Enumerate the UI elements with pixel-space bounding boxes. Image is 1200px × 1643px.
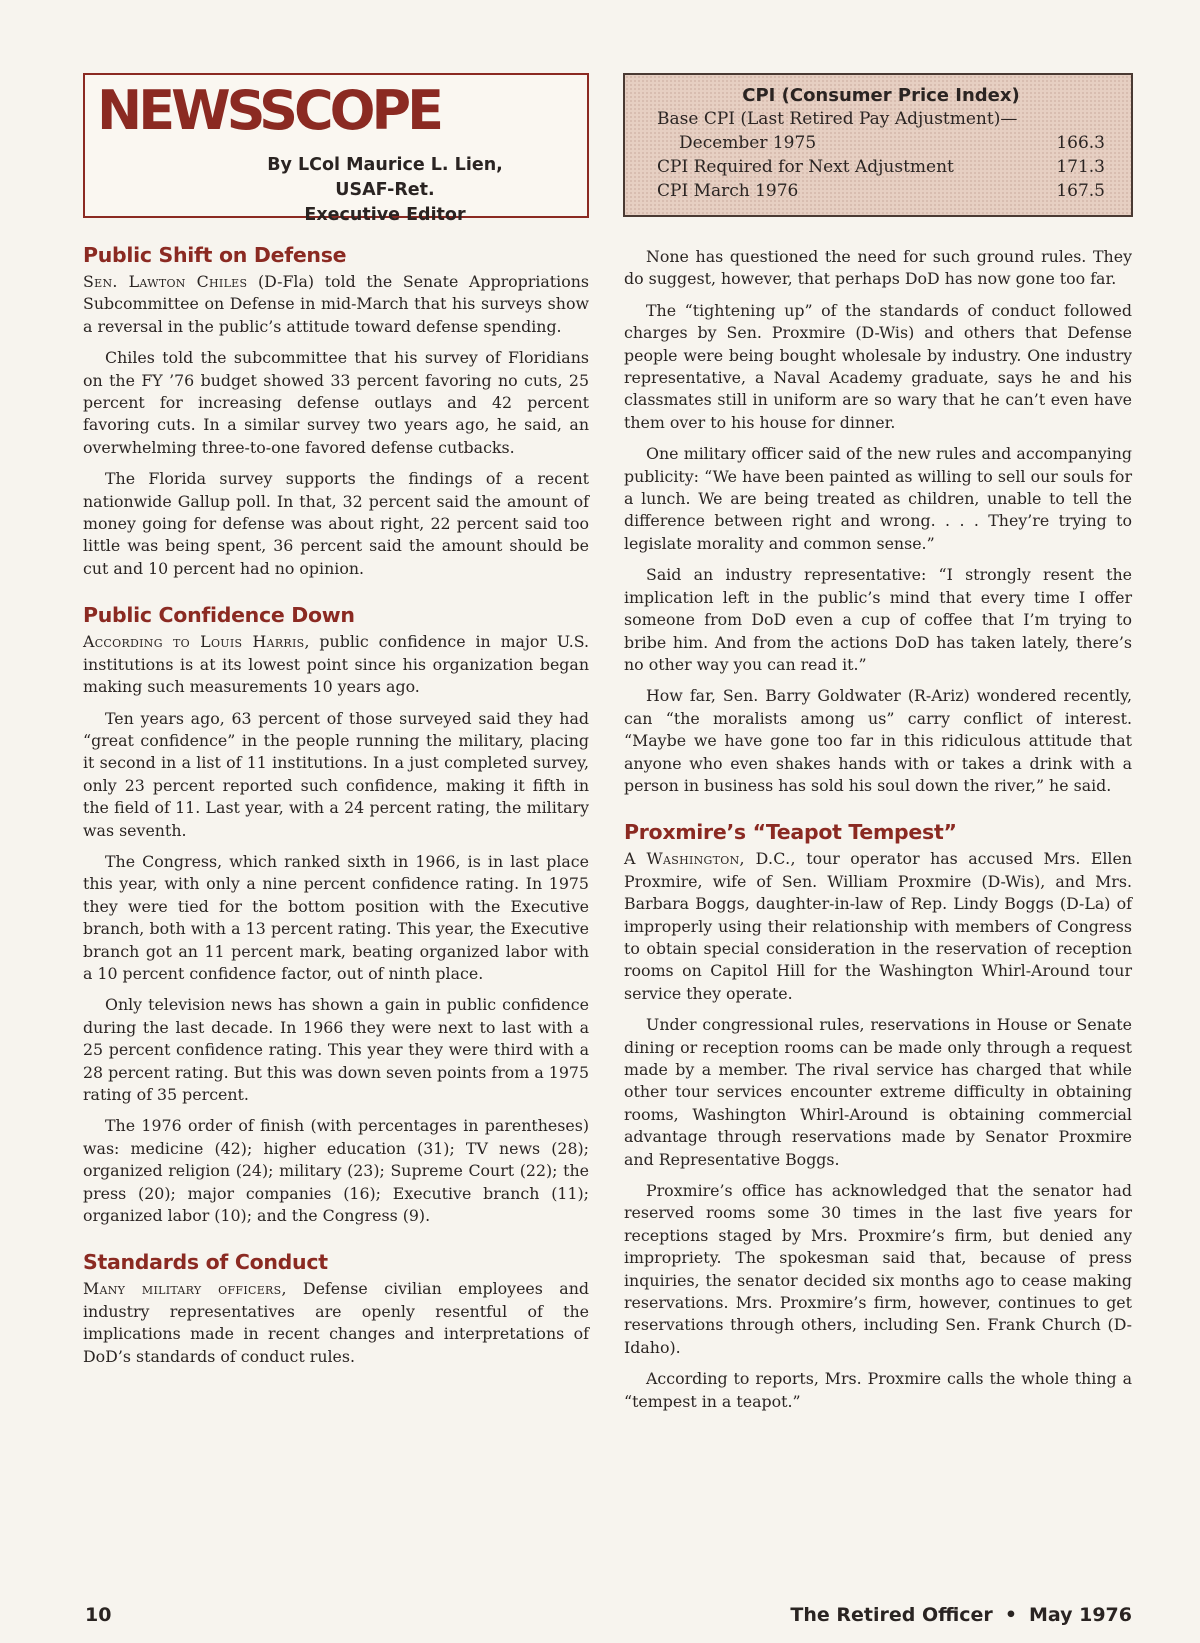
section-heading: Proxmire’s “Teapot Tempest” (624, 820, 957, 845)
cpi-value: 167.5 (1056, 181, 1105, 201)
cpi-title: CPI (Consumer Price Index) (742, 85, 1020, 106)
cpi-label: Base CPI (Last Retired Pay Adjustment)— (657, 109, 1018, 129)
article-paragraph: Chiles told the subcommittee that his survey of Floridians on the FY ’76 budget showed 33 percent favoring no cuts, 25 percent for increasing defense outlays and 42 percent favoring cuts. In a similar survey two years ago, he said, an overwhelming three-to-one favored defense cutbacks. (83, 348, 589, 457)
cpi-label: CPI March 1976 (657, 181, 799, 201)
lead-in: According to Louis Harris (83, 632, 305, 652)
page-number: 10 (85, 1604, 112, 1626)
byline (235, 153, 535, 228)
byline-author: By LCol Maurice L. Lien, USAF-Ret. (267, 155, 503, 200)
left-column (83, 242, 589, 1390)
article-paragraph: Ten years ago, 63 percent of those surveyed said they had “great confidence” in the people running the military, placing it second in a list of 11 institutions. In a just completed survey, only 23 percent reported such confidence, making it fifth in the field of 11. Last year, with a 24 percent rating, the military was seventh. (83, 708, 589, 840)
article-paragraph: One military officer said of the new rules and accompanying publicity: “We have been painted as willing to sell our souls for a lunch. We are being treated as children, unable to tell the difference between right and wrong. . . . They’re trying to legislate morality and common sense.” (624, 444, 1132, 553)
cpi-value: 171.3 (1056, 157, 1105, 177)
cpi-row (657, 179, 1105, 203)
article-paragraph: According to reports, Mrs. Proxmire calls the whole thing a “tempest in a teapot.” (624, 1369, 1132, 1411)
article-paragraph: Only television news has shown a gain in public confidence during the last decade. In 1966 they were next to last with a 25 percent confidence rating. This year they were third with a 28 percent rating. But this was down seven points from a 1975 rating of 35 percent. (83, 995, 589, 1104)
lead-in: A Washington, D.C., (624, 849, 796, 869)
right-column (624, 246, 1132, 1435)
article-paragraph: Proxmire’s office has acknowledged that the senator had reserved rooms some 30 times in the last five years for receptions staged by Mrs. Proxmire’s firm, but denied any impropriety. The spokesman said that, because of press inquiries, the senator decided six months ago to cease making reservations. Mrs. Proxmire’s firm, however, continues to get reservations through others, including Sen. Frank Church (D-Idaho). (624, 1181, 1132, 1357)
article-paragraph: The Congress, which ranked sixth in 1966, is in last place this year, with only a nine percent confidence rating. In 1975 they were tied for the bottom position with the Executive branch, both with a 13 percent rating. This year, the Executive branch got an 11 percent mark, beating organized labor with a 10 percent confidence factor, out of ninth place. (83, 851, 589, 983)
cpi-label: December 1975 (679, 133, 817, 153)
lead-in: Many military officers (83, 1279, 282, 1299)
cpi-label: CPI Required for Next Adjustment (657, 157, 954, 177)
publication-footer (790, 1604, 1132, 1626)
article-paragraph: How far, Sen. Barry Goldwater (R-Ariz) wondered recently, can “the moralists among us” carry conflict of interest. “Maybe we have gone too far in this ridiculous attitude that anyone who even shakes hands with or takes a drink with a person in business has sold his soul down the river,” he said. (624, 686, 1132, 795)
lead-in: Sen. Lawton Chiles (83, 272, 248, 291)
article-paragraph: A Washington, D.C., tour operator has accused Mrs. Ellen Proxmire, wife of Sen. William Proxmire (D-Wis), and Mrs. Barbara Boggs, daughter-in-law of Rep. Lindy Boggs (D-La) of improperly using their relationship with members of Congress to obtain special consideration in the reservation of reception rooms on Capitol Hill for the Washington Whirl-Around tour service they operate. (624, 849, 1132, 1003)
article-paragraph: According to Louis Harris, public confidence in major U.S. institutions is at its lowest point since his organization began making such measurements 10 years ago. (83, 632, 589, 697)
article-standards-of-conduct (83, 1249, 589, 1368)
cpi-value: 166.3 (1056, 133, 1105, 153)
article-teapot-tempest (624, 819, 1132, 1413)
article-paragraph: Under congressional rules, reservations in House or Senate dining or reception rooms can be made only through a request made by a member. The rival service has charged that while other tour services encounter extreme difficulty in obtaining rooms, Washington Whirl-Around is obtaining commercial advantage through reservations made by Senator Proxmire and Representative Boggs. (624, 1015, 1132, 1169)
article-paragraph: None has questioned the need for such ground rules. They do suggest, however, that perhaps DoD has now gone too far. (624, 247, 1132, 289)
cpi-row (657, 107, 1105, 131)
article-public-confidence (83, 602, 589, 1227)
publication-name: The Retired Officer (790, 1604, 993, 1626)
cpi-row (657, 131, 1105, 155)
article-paragraph: The Florida survey supports the findings of a recent nationwide Gallup poll. In that, 32 percent said the amount of money going for defense was about right, 22 percent said too little was being spent, 36 percent said the amount should be cut and 10 percent had no opinion. (83, 469, 589, 578)
newsscope-masthead (83, 73, 589, 225)
section-heading: Public Confidence Down (83, 603, 355, 628)
article-paragraph: Said an industry representative: “I strongly resent the implication left in the public’s mind that every time I offer someone from DoD even a cup of coffee that I’m trying to bribe him. And from the actions DoD has taken lately, there’s no other way you can read it.” (624, 565, 1132, 674)
article-paragraph: Many military officers, Defense civilian employees and industry representatives are openly resentful of the implications made in recent changes and interpretations of DoD’s standards of conduct rules. (83, 1279, 590, 1366)
article-paragraph: The 1976 order of finish (with percentages in parentheses) was: medicine (42); higher education (31); TV news (28); organized religion (24); military (23); Supreme Court (22); the press (20); major companies (16); Executive branch (11); organized labor (10); and the Congress (9). (83, 1116, 589, 1226)
article-standards-continued (624, 246, 1132, 797)
cpi-row (657, 155, 1105, 179)
issue-date: May 1976 (1028, 1604, 1132, 1626)
article-paragraph: Sen. Lawton Chiles (D-Fla) told the Senate Appropriations Subcommittee on Defense in mid-March that his surveys show a reversal in the public’s attitude toward defense spending. (83, 272, 589, 336)
cpi-box (623, 73, 1133, 217)
byline-role: Executive Editor (304, 205, 466, 225)
section-heading: Standards of Conduct (83, 1250, 328, 1275)
newsscope-logo: NEWSSCOPE (97, 79, 441, 142)
section-heading: Public Shift on Defense (83, 243, 347, 267)
article-public-shift (83, 242, 589, 580)
article-paragraph: The “tightening up” of the standards of conduct followed charges by Sen. Proxmire (D-Wis) and others that Defense people were being bought wholesale by industry. One industry representative, a Naval Academy graduate, says he and his classmates still in uniform are so wary that he can’t even have them over to his house for dinner. (624, 300, 1132, 432)
bullet-separator: • (1004, 1604, 1017, 1626)
